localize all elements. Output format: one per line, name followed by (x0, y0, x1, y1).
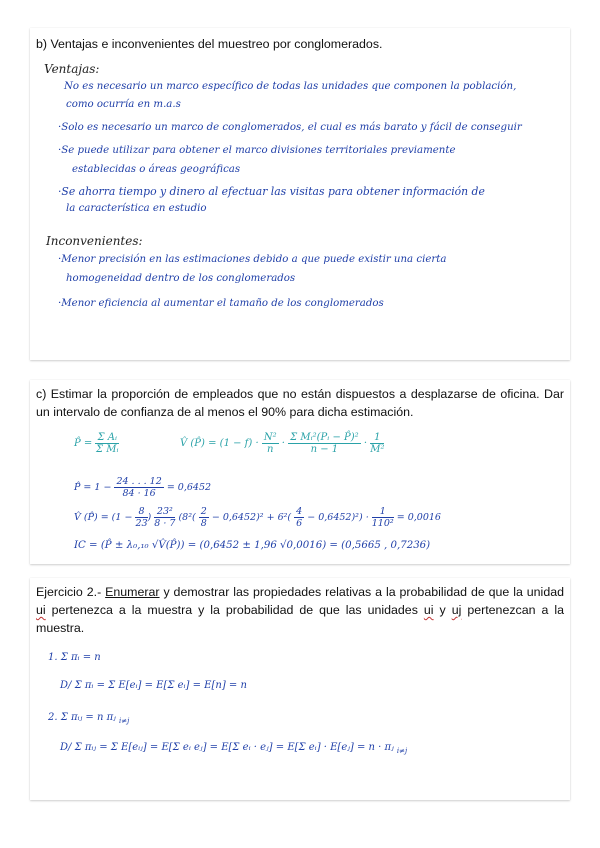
formula-variance: V̂ (P̂) = (1 − f) · $\frac{\text{N²}}{n}$ · $\frac{\text{Σ Mᵢ²(Pᵢ − P̂)²}}{n - 1}$ · $\frac{1}{\text{M²}}$ (180, 432, 385, 455)
ejercicio-2-block (30, 578, 570, 800)
ejercicio-2-statement: Ejercicio 2.- Enumerar y demostrar las propiedades relativas a la probabilidad de que la unidad ui pertenezca a la muestra y la probabilidad de que las unidades ui y uj pertenezcan a la muestra. (36, 585, 564, 635)
ventajas-heading: Ventajas: (44, 62, 100, 76)
inconveniente-2: ·Menor eficiencia al aumentar el tamaño de los conglomerados (58, 298, 384, 309)
ventaja-4-line-1: ·Se ahorra tiempo y dinero al efectuar las visitas para obtener información de (58, 185, 485, 198)
ventaja-1-line-1: No es necesario un marco específico de todas las unidades que componen la población, (64, 81, 517, 92)
proof-1: D/ Σ πᵢ = Σ E[eᵢ] = E[Σ eᵢ] = E[n] = n (60, 680, 247, 691)
property-2: 2. Σ πᵢⱼ = n πⱼ $_{i\ne j}$ (48, 712, 130, 725)
formula-variance-value: V̂ (P̂) = (1 − $\frac{8}{23}$ ) $\frac{\text{23²}}{8 \cdot 7}$ (8²( $\frac{2}{8}$ − 0,6452)² + 6²( $\frac{4}{6}$ − 0,6452)²) · $\frac{1}{\text{110²}}$ = 0,0016 (74, 506, 441, 529)
section-b-block (30, 28, 570, 360)
ventaja-3-line-1: ·Se puede utilizar para obtener el marco divisiones territoriales previamente (58, 145, 456, 156)
formula-p-hat: P̂ = $\frac{\text{Σ Aᵢ}}{\text{Σ Mᵢ}}$ (74, 432, 119, 455)
ventaja-3-line-2: establecidas o áreas geográficas (72, 164, 241, 175)
formula-p-hat-value: P̂ = 1 − $\frac{24 . . . 12}{84 \cdot 16}$ = 0,6452 (74, 476, 212, 499)
ventaja-4-line-2: la característica en estudio (66, 203, 207, 214)
proof-2: D/ Σ πᵢⱼ = Σ E[eᵢⱼ] = E[Σ eᵢ eⱼ] = E[Σ eᵢ · eⱼ] = E[Σ eᵢ] · E[eⱼ] = n · πⱼ $_{i\ne j}$ (60, 742, 408, 755)
ui-term-2: ui (423, 603, 434, 617)
formula-confidence-interval: IC = (P̂ ± λ₀,₁₀ √V̂(P̂)) = (0,6452 ± 1,96 √0,0016) = (0,5665 , 0,7236) (74, 540, 431, 551)
enumerar-word: Enumerar (105, 585, 160, 599)
inconvenientes-heading: Inconvenientes: (46, 234, 143, 248)
ui-term-1: ui (36, 603, 46, 617)
section-c-question: c) Estimar la proporción de empleados que no están dispuestos a desplazarse de oficina. Dar un intervalo de confianza de al menos el 90% para dicha estimación. (36, 387, 564, 419)
inconveniente-1-line-2: homogeneidad dentro de los conglomerados (66, 273, 296, 284)
ventaja-1-line-2: como ocurría en m.a.s (66, 99, 181, 110)
property-1: 1. Σ πᵢ = n (48, 652, 101, 663)
uj-term: uj (451, 603, 462, 617)
section-b-title: b) Ventajas e inconvenientes del muestreo por conglomerados. (36, 37, 383, 51)
section-c-block (30, 380, 570, 564)
ventaja-2: ·Solo es necesario un marco de conglomerados, el cual es más barato y fácil de conseguir (58, 122, 522, 133)
inconveniente-1-line-1: ·Menor precisión en las estimaciones debido a que puede existir una cierta (58, 254, 447, 265)
